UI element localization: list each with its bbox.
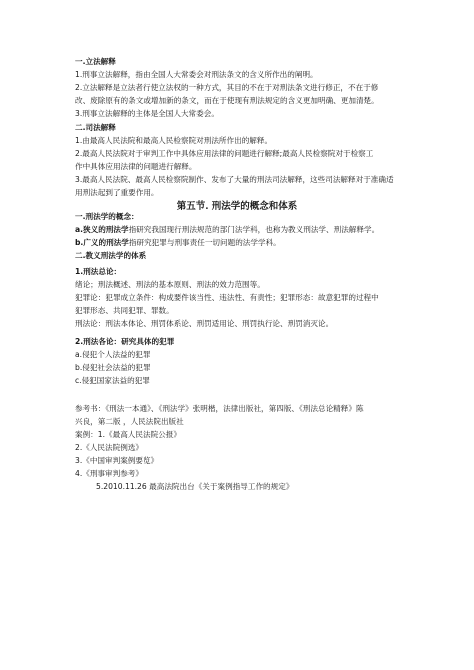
paragraph: 2.最高人民法院对于审判工作中具体应用法律的问题进行解释;最高人民检察院对于检察工 (75, 149, 374, 158)
heading-specific-part: 2.刑法各论：研究具体的犯罪 (75, 337, 175, 346)
list-item: a.侵犯个人法益的犯罪 (75, 350, 151, 359)
list-item: b.侵犯社会法益的犯罪 (75, 363, 151, 372)
heading-general-part: 1.刑法总论： (75, 267, 122, 276)
concept-narrow-text: 指研究我国现行刑法规范的部门法学科，也称为教义刑法学、刑法解释学。 (128, 225, 380, 234)
paragraph: 用刑法起到了重要作用。 (75, 188, 159, 197)
paragraph: 犯罪形态、共同犯罪、罪数。 (75, 306, 174, 315)
paragraph: 作中具体应用法律的问题进行解释。 (75, 162, 197, 171)
paragraph: 3.最高人民法院、最高人民检察院制作、发布了大量的刑法司法解释，这些司法解释对于准确适 (75, 175, 394, 184)
list-item: 3.《中国审判案例要览》 (75, 456, 159, 465)
concept-broad (75, 237, 420, 249)
list-item: 2.《人民法院例选》 (75, 443, 143, 452)
list-item: c.侵犯国家法益的犯罪 (75, 376, 150, 385)
concept-broad-label: b.广义的刑法学 (75, 238, 129, 247)
concept-narrow (75, 224, 420, 236)
concept-narrow-label: a.狭义的刑法学 (75, 225, 129, 234)
list-item: 5.2010.11.26 最高法院出台《关于案例指导工作的规定》 (96, 482, 294, 491)
section-title: 第五节. 刑法学的概念和体系 (176, 201, 298, 212)
paragraph: 犯罪论：犯罪成立条件：构成要件该当性、违法性、有责性；犯罪形态：故意犯罪的过程中 (75, 293, 379, 302)
paragraph: 改、废除原有的条文或增加新的条文，而在于使现有刑法规定的含义更加明确、更加清楚。 (75, 96, 379, 105)
heading-concept: 一.刑法学的概念： (75, 212, 139, 221)
heading-legislative-interpretation: 一.立法解释 (75, 57, 116, 66)
paragraph: 1.由最高人民法院和最高人民检察院对刑法所作出的解释。 (75, 136, 273, 145)
paragraph: 1.刑事立法解释，指由全国人大常委会对刑法条文的含义所作出的阐明。 (75, 70, 318, 79)
reference-books-cont: 兴良，第二版 ，人民法院出版社 (75, 417, 184, 426)
paragraph: 绪论；刑法概述、刑法的基本原则、刑法的效力范围等。 (75, 280, 265, 289)
concept-broad-text: 指研究犯罪与刑事责任一切问题的法学学科。 (128, 238, 281, 247)
list-item: 4.《刑事审判参考》 (75, 469, 143, 478)
heading-system: 二.教义刑法学的体系 (75, 251, 147, 260)
paragraph: 刑法论：刑法本体论、刑罚体系论、刑罚适用论、刑罚执行论、刑罚消灭论。 (75, 319, 334, 328)
paragraph: 2.立法解释是立法者行使立法权的一种方式，其目的不在于对刑法条文进行修正，不在于修 (75, 83, 379, 92)
reference-books: 参考书：《刑法一本通》、《刑法学》张明楷，法律出版社，第四版、《刑法总论精释》陈 (75, 404, 364, 413)
cases-label: 案例：1.《最高人民法院公报》 (75, 430, 181, 439)
heading-judicial-interpretation: 二.司法解释 (75, 123, 116, 132)
paragraph: 3.刑事立法解释的主体是全国人大常委会。 (75, 109, 219, 118)
